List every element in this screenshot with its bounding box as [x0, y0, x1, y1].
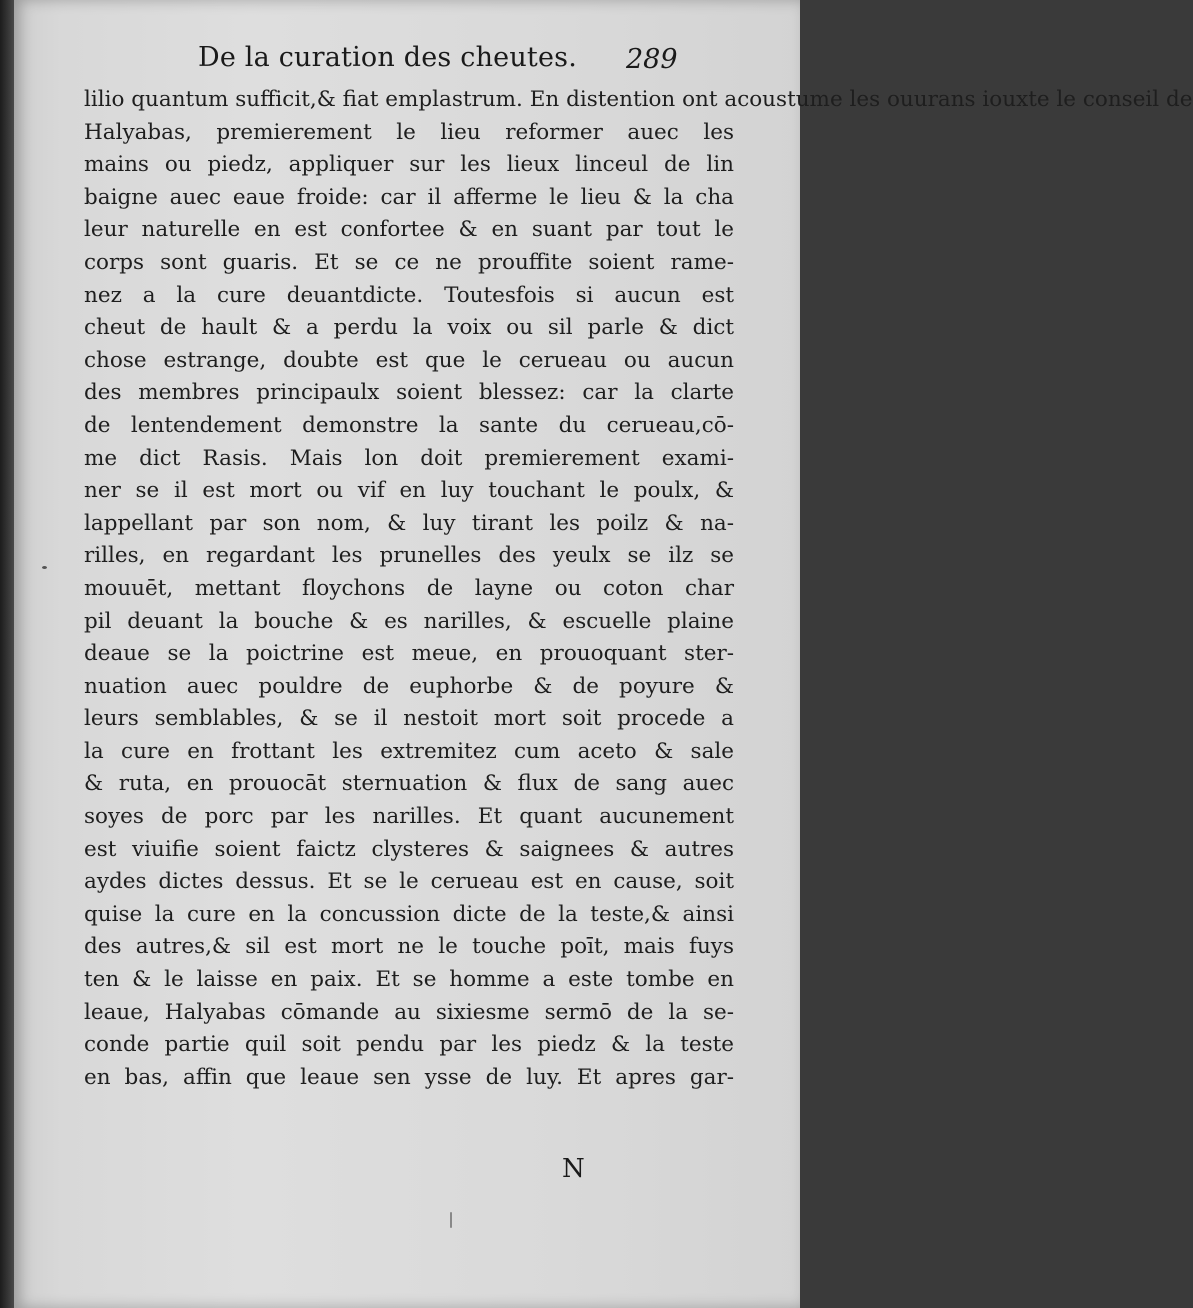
text-line: aydes dictes dessus. Et se le cerueau est en cause, soit: [84, 869, 734, 895]
text-line: est viuifie soient faictz clysteres & saignees & autres: [84, 836, 734, 862]
text-line: ten & le laisse en paix. Et se homme a este tombe en: [84, 967, 734, 993]
text-line: deaue se la poictrine est meue, en prouoquant ster-: [84, 641, 734, 667]
text-line: des membres principaulx soient blessez: car la clarte: [84, 380, 734, 406]
text-line: mains ou piedz, appliquer sur les lieux linceul de lin: [84, 152, 734, 178]
text-line: quise la cure en la concussion dicte de la teste,& ainsi: [84, 901, 734, 927]
text-line: conde partie quil soit pendu par les piedz & la teste: [84, 1032, 734, 1058]
text-line: de lentendement demonstre la sante du cerueau,cō-: [84, 412, 734, 438]
text-line: & ruta, en prouocāt sternuation & flux de sang auec: [84, 771, 734, 797]
text-line: leaue, Halyabas cōmande au sixiesme sermō de la se-: [84, 999, 734, 1025]
running-head-title: De la curation des cheutes.: [198, 42, 577, 73]
text-line: mouuēt, mettant floychons de layne ou coton char: [84, 575, 734, 601]
text-line: lilio quantum sufficit,& fiat emplastrum. En distention ont acoustume les ouurans iouxte le conseil de: [84, 87, 1193, 112]
text-line: baigne auec eaue froide: car il afferme le lieu & la cha: [84, 184, 734, 210]
text-line: pil deuant la bouche & es narilles, & escuelle plaine: [84, 608, 734, 634]
text-line: ner se il est mort ou vif en luy touchant le poulx, &: [84, 478, 734, 504]
signature-mark: N: [562, 1154, 585, 1184]
book-page: [14, 0, 1193, 1308]
text-line: cheut de hault & a perdu la voix ou sil parle & dict: [84, 315, 734, 341]
running-head: [14, 42, 800, 82]
text-line: rilles, en regardant les prunelles des yeulx se ilz se: [84, 543, 734, 569]
body-text: [84, 84, 1193, 1094]
text-line: me dict Rasis. Mais lon doit premierement exami-: [84, 445, 734, 471]
text-line: nez a la cure deuantdicte. Toutesfois si aucun est: [84, 282, 734, 308]
text-line: en bas, affin que leaue sen ysse de luy. Et apres gar-: [84, 1064, 734, 1090]
paper-speck: [42, 566, 47, 569]
page-number: 289: [626, 44, 678, 75]
text-line: des autres,& sil est mort ne le touche poīt, mais fuys: [84, 934, 734, 960]
book-gutter-shadow: [0, 0, 14, 1308]
text-line: soyes de porc par les narilles. Et quant aucunement: [84, 804, 734, 830]
text-line: leurs semblables, & se il nestoit mort soit procede a: [84, 706, 734, 732]
text-line: chose estrange, doubte est que le cerueau ou aucun: [84, 347, 734, 373]
text-line: nuation auec pouldre de euphorbe & de poyure &: [84, 673, 734, 699]
text-line: la cure en frottant les extremitez cum aceto & sale: [84, 738, 734, 764]
text-line: lappellant par son nom, & luy tirant les poilz & na-: [84, 510, 734, 536]
paper-speck: [450, 1212, 452, 1228]
text-line: corps sont guaris. Et se ce ne prouffite soient rame-: [84, 249, 734, 275]
text-line: leur naturelle en est confortee & en suant par tout le: [84, 217, 734, 243]
text-line: Halyabas, premierement le lieu reformer auec les: [84, 119, 734, 145]
